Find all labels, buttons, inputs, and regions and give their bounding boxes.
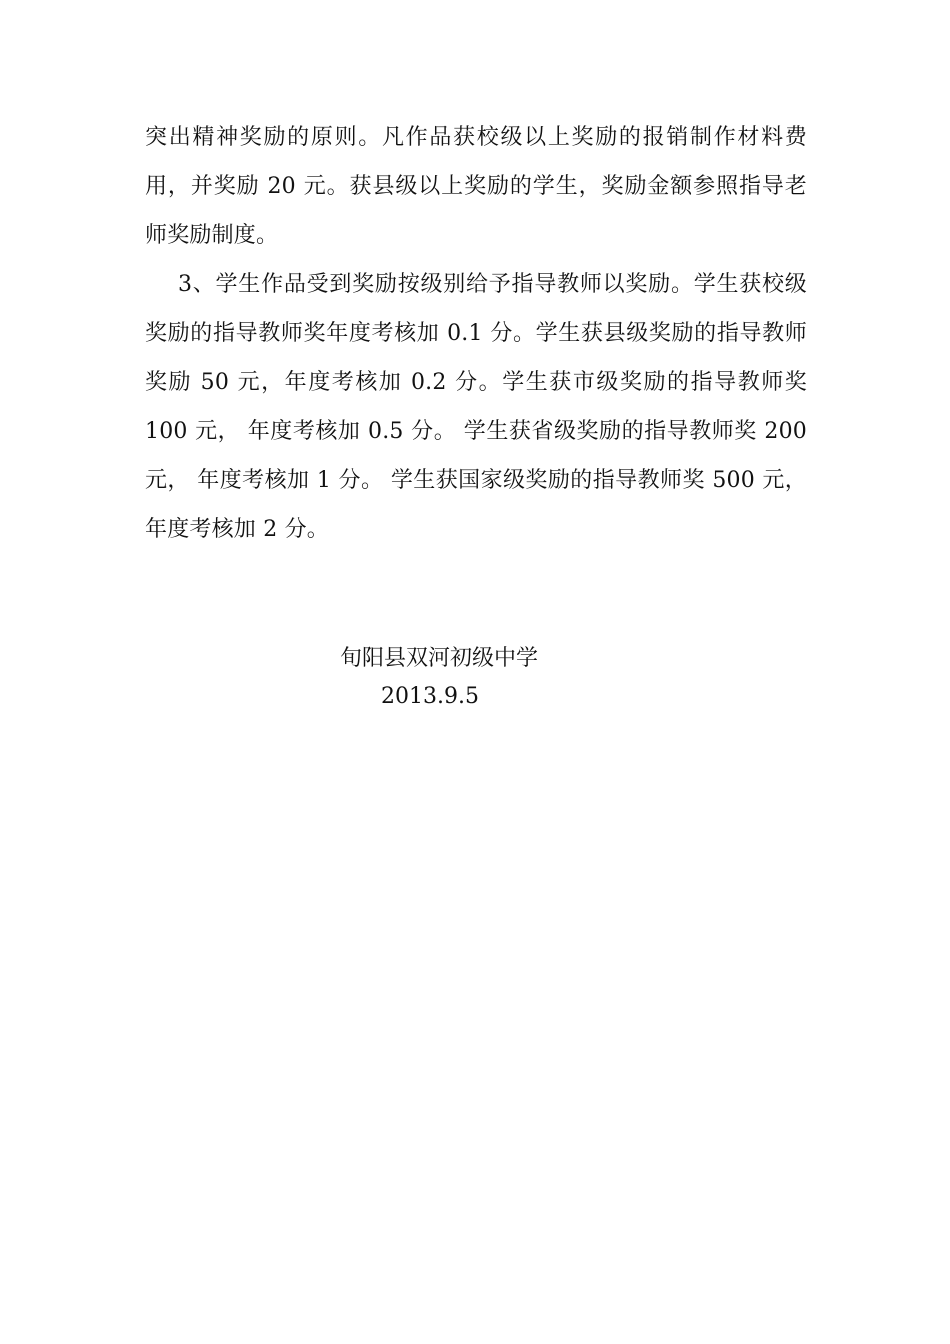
- signature-organization: 旬阳县双河初级中学: [340, 646, 539, 671]
- signature-date: 2013.9.5: [381, 684, 479, 709]
- paragraph-1: 突出精神奖励的原则。凡作品获校级以上奖励的报销制作材料费用，并奖励 20 元。获县级以上奖励的学生，奖励金额参照指导老师奖励制度。: [145, 125, 807, 248]
- paragraph-2: 3、学生作品受到奖励按级别给予指导教师以奖励。学生获校级奖励的指导教师奖年度考核加 0.1 分。学生获县级奖励的指导教师奖励 50 元，年度考核加 0.2 分。学生获市级奖励的指导教师奖 100 元， 年度考核加 0.5 分。 学生获省级奖励的指导教师奖 200 元， 年度考核加 1 分。 学生获国家级奖励的指导教师奖 500 元， 年度考核加 2 分。: [145, 272, 807, 542]
- document-body: [145, 113, 807, 554]
